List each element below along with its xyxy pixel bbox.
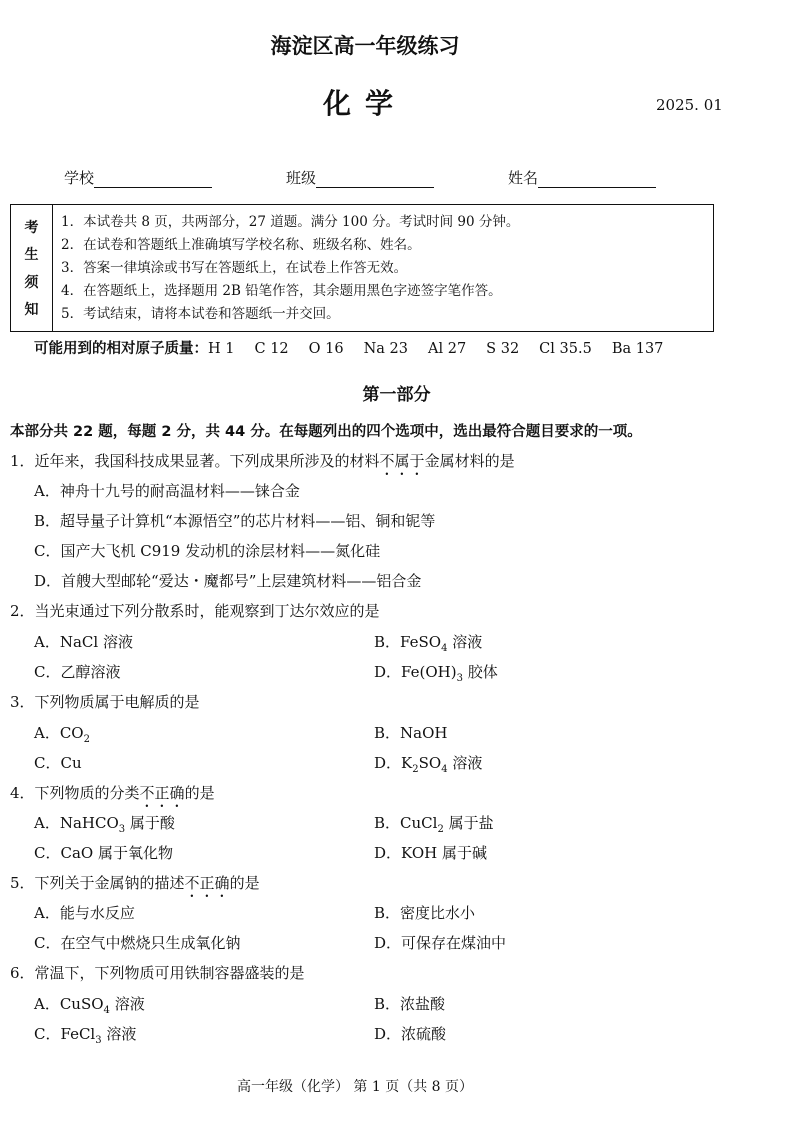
q1-option-b: B．超导量子计算机“本源悟空”的芯片材料——铝、铜和铌等 — [34, 512, 436, 530]
notice-item: 2．在试卷和答题纸上准确填写学校名称、班级名称、姓名。 — [61, 237, 421, 253]
q5-option-a: A．能与水反应 — [34, 904, 135, 922]
q1-emphasis: 不属于 — [379, 452, 425, 470]
q3-option-a: A．$CO_2$ — [34, 724, 90, 745]
exam-title: 海淀区高一年级练习 — [270, 33, 460, 58]
notice-label-char: 须 — [24, 274, 39, 291]
q3-option-c: C．Cu — [34, 754, 82, 772]
atomic-mass: Al 27 — [428, 341, 467, 357]
notice-label — [11, 205, 53, 331]
q3-option-b: B．NaOH — [374, 724, 448, 742]
q6-option-a: A．CuSO$_4$ 溶液 — [34, 995, 145, 1016]
class-line[interactable] — [316, 171, 434, 188]
q1-option-d: D．首艘大型邮轮“爱达・魔都号”上层建筑材料——铝合金 — [34, 572, 422, 590]
atomic-mass: O 16 — [308, 341, 344, 357]
notice-label-char: 考 — [24, 219, 39, 236]
class-label: 班级 — [286, 169, 317, 187]
atomic-mass: Cl 35.5 — [539, 341, 592, 357]
page-footer: 高一年级（化学） 第 1 页（共 8 页） — [236, 1079, 474, 1095]
q5-stem-text: 5．下列关于金属钠的描述 — [10, 874, 185, 892]
q4-option-d: D．KOH 属于碱 — [374, 844, 487, 862]
q1-option-a: A．神舟十九号的耐高温材料——铼合金 — [34, 482, 300, 500]
q4-option-a: A．NaHCO$_3$ 属于酸 — [34, 814, 175, 835]
q2-option-d: D．$Fe(OH)_3$ 胶体 — [374, 663, 498, 684]
q2-option-c: C．乙醇溶液 — [34, 663, 121, 681]
question-6-stem: 6．常温下，下列物质可用铁制容器盛装的是 — [10, 964, 305, 982]
name-field — [508, 167, 656, 188]
atomic-mass: C 12 — [254, 341, 289, 357]
q5-option-d: D．可保存在煤油中 — [374, 934, 507, 952]
q4-option-c: C．CaO 属于氧化物 — [34, 844, 173, 862]
school-line[interactable] — [94, 171, 212, 188]
notice-label-char: 知 — [24, 302, 39, 319]
question-3-stem: 3．下列物质属于电解质的是 — [10, 693, 200, 711]
q2-option-a: A．NaCl 溶液 — [34, 633, 133, 651]
notice-label-char: 生 — [24, 247, 39, 264]
atomic-mass: H 1 — [208, 341, 235, 357]
q4-option-b: B．CuCl$_2$ 属于盐 — [374, 814, 494, 835]
atomic-mass: S 32 — [486, 341, 520, 357]
q5-emphasis: 不正确 — [184, 874, 230, 892]
class-field — [286, 167, 434, 188]
q5-option-b: B．密度比水小 — [374, 904, 476, 922]
name-label: 姓名 — [508, 169, 539, 187]
notice-item: 1．本试卷共 8 页，共两部分，27 道题。满分 100 分。考试时间 90 分钟。 — [61, 214, 520, 230]
part1-instructions: 本部分共 22 题，每题 2 分，共 44 分。在每题列出的四个选项中，选出最符合题目要求的一项。 — [10, 424, 642, 440]
q1-stem-text: 金属材料的是 — [424, 452, 515, 470]
atomic-mass: Ba 137 — [611, 341, 664, 357]
q6-option-c: C．FeCl$_3$ 溶液 — [34, 1025, 137, 1046]
notice-box — [10, 204, 714, 332]
part1-title: 第一部分 — [362, 385, 431, 405]
name-line[interactable] — [538, 171, 656, 188]
q2-option-b: B．FeSO$_4$ 溶液 — [374, 633, 483, 654]
q3-option-d: D．$K_2SO_4$ 溶液 — [374, 754, 483, 775]
q4-emphasis: 不正确 — [139, 784, 185, 802]
school-label: 学校 — [64, 169, 95, 187]
notice-item: 5．考试结束，请将本试卷和答题纸一并交回。 — [61, 306, 340, 322]
notice-items — [61, 211, 519, 326]
q4-stem-text: 4．下列物质的分类 — [10, 784, 140, 802]
school-field — [64, 167, 212, 188]
q1-stem-text: 1．近年来，我国科技成果显著。下列成果所涉及的材料 — [10, 452, 380, 470]
question-1-stem — [10, 450, 515, 479]
question-4-stem — [10, 782, 215, 811]
q5-option-c: C．在空气中燃烧只生成氧化钠 — [34, 934, 241, 952]
notice-item: 4．在答题纸上，选择题用 2B 铅笔作答，其余题用黑色字迹签字笔作答。 — [61, 283, 502, 299]
subject-title: 化学 — [322, 87, 407, 120]
question-2-stem: 2．当光束通过下列分散系时，能观察到丁达尔效应的是 — [10, 602, 380, 620]
q1-option-c: C．国产大飞机 C919 发动机的涂层材料——氮化硅 — [34, 542, 381, 560]
q6-option-b: B．浓盐酸 — [374, 995, 446, 1013]
atomic-masses-label: 可能用到的相对原子质量： — [34, 341, 208, 357]
q6-option-d: D．浓硫酸 — [374, 1025, 447, 1043]
q4-stem-text: 的是 — [184, 784, 215, 802]
exam-date: 2025. 01 — [656, 96, 723, 114]
notice-item: 3．答案一律填涂或书写在答题纸上，在试卷上作答无效。 — [61, 260, 408, 276]
question-5-stem — [10, 872, 260, 901]
atomic-masses — [34, 337, 663, 358]
atomic-mass: Na 23 — [363, 341, 408, 357]
q5-stem-text: 的是 — [229, 874, 260, 892]
